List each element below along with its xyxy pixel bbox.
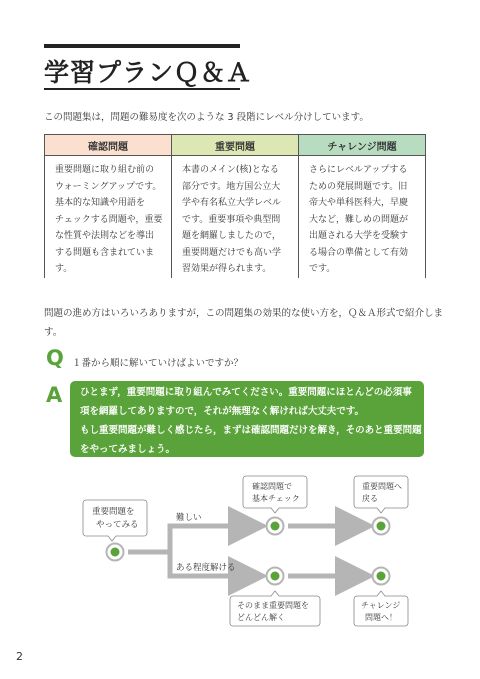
page-title: 学習プランＱ＆Ａ bbox=[44, 58, 253, 87]
flow-check-text: 確認問題で bbox=[252, 482, 292, 491]
flow-check-text: 基本チェック bbox=[252, 494, 300, 503]
level-header-kakunin: 確認問題 bbox=[45, 135, 172, 156]
level-desc-kakunin bbox=[45, 156, 172, 278]
level-header-challenge: チャレンジ問題 bbox=[299, 135, 426, 156]
flow-back-box bbox=[354, 476, 408, 513]
answer-line: 項を網羅してありますので，それが無理なく解ければ大丈夫です。 bbox=[80, 406, 365, 417]
study-flowchart bbox=[0, 460, 480, 640]
desc-line: チェックする問題や，重要 bbox=[55, 214, 163, 225]
desc-line: 大など，難しめの問題が bbox=[309, 214, 409, 225]
desc-line: る場合の準備として有効 bbox=[309, 247, 409, 258]
branch-label-hard: 難しい bbox=[176, 513, 202, 523]
level-table bbox=[44, 134, 426, 278]
a-letter: A bbox=[46, 383, 63, 407]
desc-line: な性質や法則などを導出 bbox=[55, 231, 155, 241]
answer-box bbox=[70, 381, 424, 457]
flow-challenge-text: 問題へ！ bbox=[365, 613, 397, 622]
flow-check-box bbox=[243, 476, 307, 513]
desc-line: 帝大や単科医科大，早慶 bbox=[309, 198, 409, 208]
title-underline bbox=[44, 88, 240, 90]
flow-back-text: 重要問題へ bbox=[362, 482, 402, 491]
desc-line: 基本的な知識や用語を bbox=[55, 198, 146, 208]
flow-continue-text: そのまま重要問題を bbox=[237, 601, 309, 610]
page-number: 2 bbox=[16, 650, 23, 663]
desc-line: ウォーミングアップです。 bbox=[55, 181, 162, 192]
flow-start-text: 重要問題を bbox=[92, 507, 135, 517]
intro-text: この問題集は，問題の難易度を次のような 3 段階にレベル分けしています。 bbox=[44, 112, 369, 123]
flow-back-text: 戻る bbox=[362, 494, 378, 503]
level-desc-challenge bbox=[299, 156, 426, 278]
flow-challenge-text: チャレンジ bbox=[361, 601, 401, 610]
answer-line: もし重要問題が難しく感じたら，まずは確認問題だけを解き，そのあと重要問題 bbox=[80, 425, 422, 436]
answer-line: をやってみましょう。 bbox=[80, 444, 176, 455]
answer-line: ひとまず，重要問題に取り組んでみてください。重要問題にほとんどの必須事 bbox=[80, 387, 412, 398]
desc-line: 学や有名私立大学レベル bbox=[182, 198, 282, 208]
desc-line: さらにレベルアップする bbox=[309, 165, 408, 175]
flow-start-box bbox=[83, 500, 147, 541]
flow-challenge-box bbox=[354, 591, 408, 626]
desc-line: す。 bbox=[55, 264, 73, 274]
desc-line: 習効果が得られます。 bbox=[182, 264, 272, 274]
desc-line: する問題も含まれていま bbox=[55, 247, 155, 258]
desc-line: 部分です。地方国公立大 bbox=[182, 181, 281, 192]
flow-connector bbox=[128, 526, 258, 552]
usage-paragraph: 問題の進め方はいろいろありますが，この問題集の効果的な使い方を，Ｑ＆Ａ形式で紹介します。 bbox=[44, 308, 444, 338]
desc-line: 重要問題だけでも高い学 bbox=[182, 247, 282, 258]
flow-continue-text: どんどん解く bbox=[237, 613, 285, 622]
desc-line: 本書のメイン(核)となる bbox=[182, 165, 279, 175]
flow-continue-box bbox=[230, 591, 320, 626]
question-text: １番から順に解いていけばよいですか？ bbox=[72, 358, 244, 369]
q-letter: Q bbox=[46, 346, 64, 370]
level-desc-juyo bbox=[172, 156, 299, 278]
branch-label-ok: ある程度解ける bbox=[176, 563, 236, 573]
desc-line: 出題される大学を受験す bbox=[309, 231, 409, 241]
flow-start-text: やってみる bbox=[96, 520, 139, 530]
desc-line: 重要問題に取り組む前の bbox=[55, 165, 155, 175]
desc-line: です。 bbox=[309, 264, 336, 274]
desc-line: です。重要事項や典型問 bbox=[182, 214, 281, 225]
desc-line: ための発展問題です。旧 bbox=[309, 181, 408, 192]
desc-line: 題を網羅しましたので， bbox=[182, 231, 281, 241]
level-header-juyo: 重要問題 bbox=[172, 135, 299, 156]
